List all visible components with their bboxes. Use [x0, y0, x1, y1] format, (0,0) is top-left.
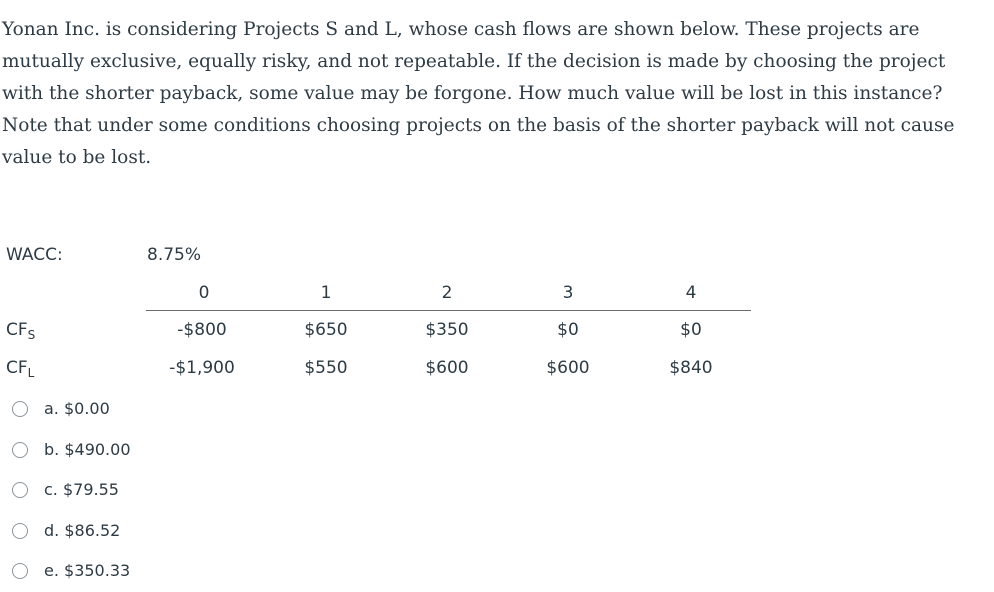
row-label-cfl: $CF_L$ [6, 358, 35, 380]
radio-button[interactable] [12, 563, 28, 579]
answer-option-a[interactable] [12, 399, 110, 418]
answer-option-d[interactable] [12, 521, 120, 540]
wacc-value: 8.75% [147, 245, 202, 265]
table-cell: $840 [669, 358, 713, 378]
answer-option-b[interactable] [12, 440, 131, 459]
table-cell: $600 [425, 358, 469, 378]
year-header: 0 [198, 283, 210, 303]
option-label: d. $86.52 [44, 521, 121, 540]
radio-button[interactable] [12, 442, 28, 458]
radio-button[interactable] [12, 523, 28, 539]
radio-button[interactable] [12, 401, 28, 417]
radio-button[interactable] [12, 482, 28, 498]
year-header: 1 [320, 283, 332, 303]
option-label: c. $79.55 [44, 480, 119, 499]
year-header: 3 [562, 283, 574, 303]
answer-option-c[interactable] [12, 480, 119, 499]
table-cell: $0 [557, 320, 579, 340]
table-cell: $600 [546, 358, 590, 378]
table-cell: -$800 [177, 320, 227, 340]
year-header: 4 [685, 283, 697, 303]
option-label: a. $0.00 [44, 399, 110, 418]
answer-option-e[interactable] [12, 561, 130, 580]
header-divider [146, 310, 751, 311]
table-cell: $350 [425, 320, 469, 340]
year-header: 2 [441, 283, 453, 303]
table-cell: $650 [304, 320, 348, 340]
wacc-label: WACC: [6, 245, 63, 265]
table-cell: $550 [304, 358, 348, 378]
table-cell: $0 [680, 320, 702, 340]
row-label-cfs: $CF_S$ [6, 320, 36, 342]
question-text: Yonan Inc. is considering Projects S and L, whose cash flows are shown below. These projects are mutually exclusive, equally risky, and not repeatable. If the decision is made by choosing the project with the shorter payback, some value may be forgone. How much value will be lost in this instance? Note that under some conditions choosing projects on the basis of the shorter payback will not cause value to be lost. [2, 19, 955, 168]
option-label: e. $350.33 [44, 561, 131, 580]
table-cell: -$1,900 [169, 358, 235, 378]
option-label: b. $490.00 [44, 440, 131, 459]
